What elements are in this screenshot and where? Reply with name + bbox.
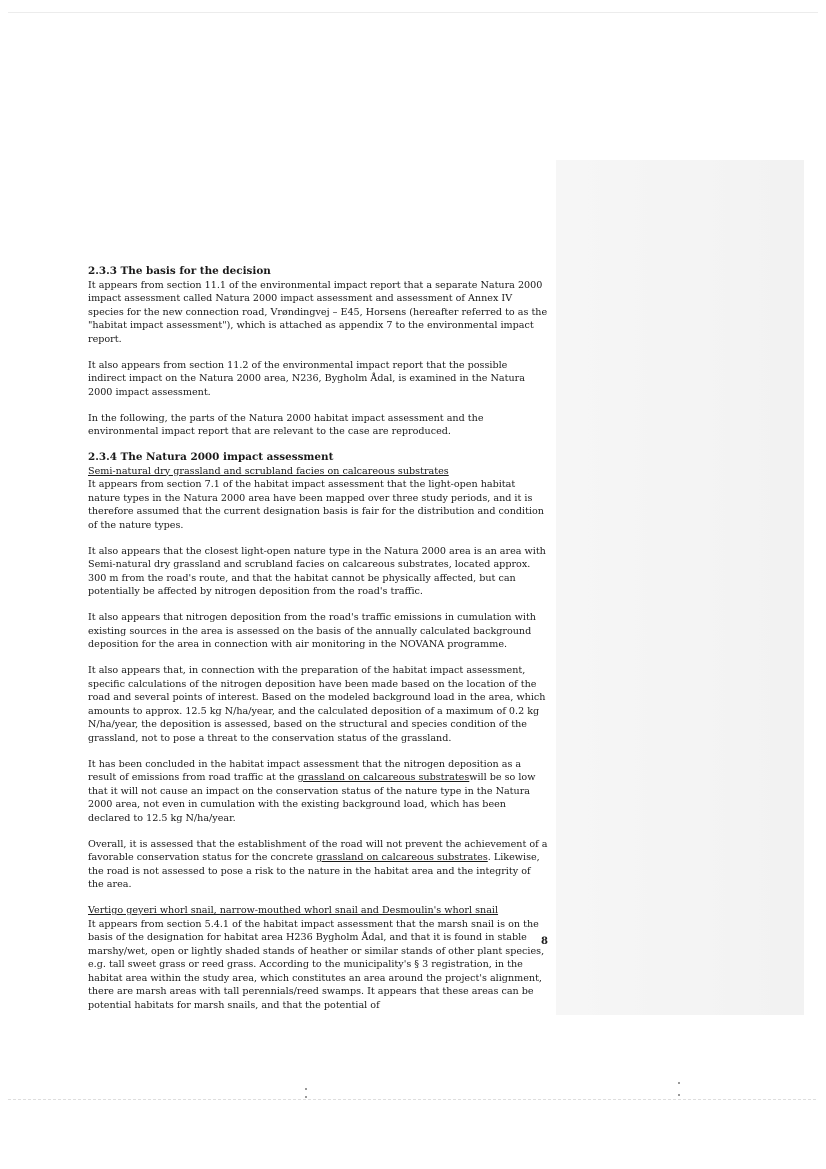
paragraph bbox=[88, 838, 548, 892]
top-rule bbox=[8, 12, 818, 13]
section-heading-2-3-4: 2.3.4 The Natura 2000 impact assessment bbox=[88, 451, 334, 463]
paragraph: It also appears that the closest light-open nature type in the Natura 2000 area is an area with Semi-natural dry grassland and scrubland facies on calcareous substrates, located approx. 300 m from the road's route, and that the habitat cannot be physically affected, but can potentially be affected by nitrogen deposition from the road's traffic. bbox=[88, 545, 546, 597]
section-heading-2-3-3: 2.3.3 The basis for the decision bbox=[88, 265, 271, 277]
paragraph: In the following, the parts of the Natura 2000 habitat impact assessment and the environmental impact report that are relevant to the case are reproduced. bbox=[88, 412, 484, 437]
paragraph: It also appears from section 11.2 of the environmental impact report that the possible indirect impact on the Natura 2000 area, N236, Bygholm Ådal, is examined in the Natura 2000 impact assessment. bbox=[88, 359, 525, 398]
paragraph: It appears from section 7.1 of the habitat impact assessment that the light-open habitat nature types in the Natura 2000 area have been mapped over three study periods, and it is therefore assumed that the current designation basis is fair for the distribution and condition of the nature types. bbox=[88, 479, 544, 531]
bottom-rule bbox=[8, 1099, 816, 1101]
underlined-term: grassland on calcareous substrates bbox=[316, 852, 488, 863]
scan-shadow-panel bbox=[556, 160, 804, 1015]
scan-mark bbox=[305, 1096, 307, 1098]
text-run: will be so low that it will not cause an impact on the conservation status of the nature type in the Natura 2000 area, not even in cumulation with the existing background load, which has been declared to 12.5 kg N/ha/year. bbox=[88, 772, 536, 824]
underlined-term: grassland on calcareous substrates bbox=[297, 772, 470, 783]
page-number: 8 bbox=[541, 936, 548, 947]
paragraph bbox=[88, 758, 548, 826]
paragraph: It appears from section 11.1 of the environmental impact report that a separate Natura 2000 impact assessment called Natura 2000 impact assessment and assessment of Annex IV species for the new connection road, Vrøndingvej – E45, Horsens (hereafter referred to as the "habitat impact assessment"), which is attached as appendix 7 to the environmental impact report. bbox=[88, 279, 548, 345]
text-run: . Likewise, the road is not assessed to pose a risk to the nature in the habitat area and the integrity of the area. bbox=[88, 852, 540, 890]
scan-mark bbox=[678, 1082, 680, 1084]
paragraph: It also appears that, in connection with the preparation of the habitat impact assessment, specific calculations of the nitrogen deposition have been made based on the location of the road and several points of interest. Based on the modeled background load in the area, which amounts to approx. 12.5 kg N/ha/year, and the calculated deposition of a maximum of 0.2 kg N/ha/year, the deposition is assessed, based on the structural and species condition of the grassland, not to pose a threat to the conservation status of the grassland. bbox=[88, 665, 546, 744]
text-run: Overall, it is assessed that the establishment of the road will not prevent the achievement of a favorable conservation status for the concrete bbox=[88, 838, 548, 863]
paragraph: It appears from section 5.4.1 of the habitat impact assessment that the marsh snail is on the basis of the designation for habitat area H236 Bygholm Ådal, and that it is found in stable marshy/wet, open or lightly shaded stands of heather or similar stands of other plant species, e.g. tall sweet grass or reed grass. According to the municipality's § 3 registration, in the habitat area within the study area, which constitutes an area around the project's alignment, there are marsh areas with tall perennials/reed swamps. It appears that these areas can be potential habitats for marsh snails, and that the potential of bbox=[88, 918, 545, 1011]
scan-mark bbox=[678, 1094, 680, 1096]
text-run: It has been concluded in the habitat impact assessment that the nitrogen deposition as a result of emissions from road traffic at the bbox=[88, 758, 522, 783]
scan-mark bbox=[305, 1088, 307, 1090]
paragraph: It also appears that nitrogen deposition from the road's traffic emissions in cumulation with existing sources in the area is assessed on the basis of the annually calculated background deposition for the area in connection with air monitoring in the NOVANA programme. bbox=[88, 612, 536, 650]
subheading-grassland: Semi-natural dry grassland and scrubland facies on calcareous substrates bbox=[88, 465, 449, 477]
subheading-whorl-snails: Vertigo geyeri whorl snail, narrow-mouthed whorl snail and Desmoulin's whorl snail bbox=[88, 905, 499, 916]
document-body bbox=[88, 265, 548, 1025]
